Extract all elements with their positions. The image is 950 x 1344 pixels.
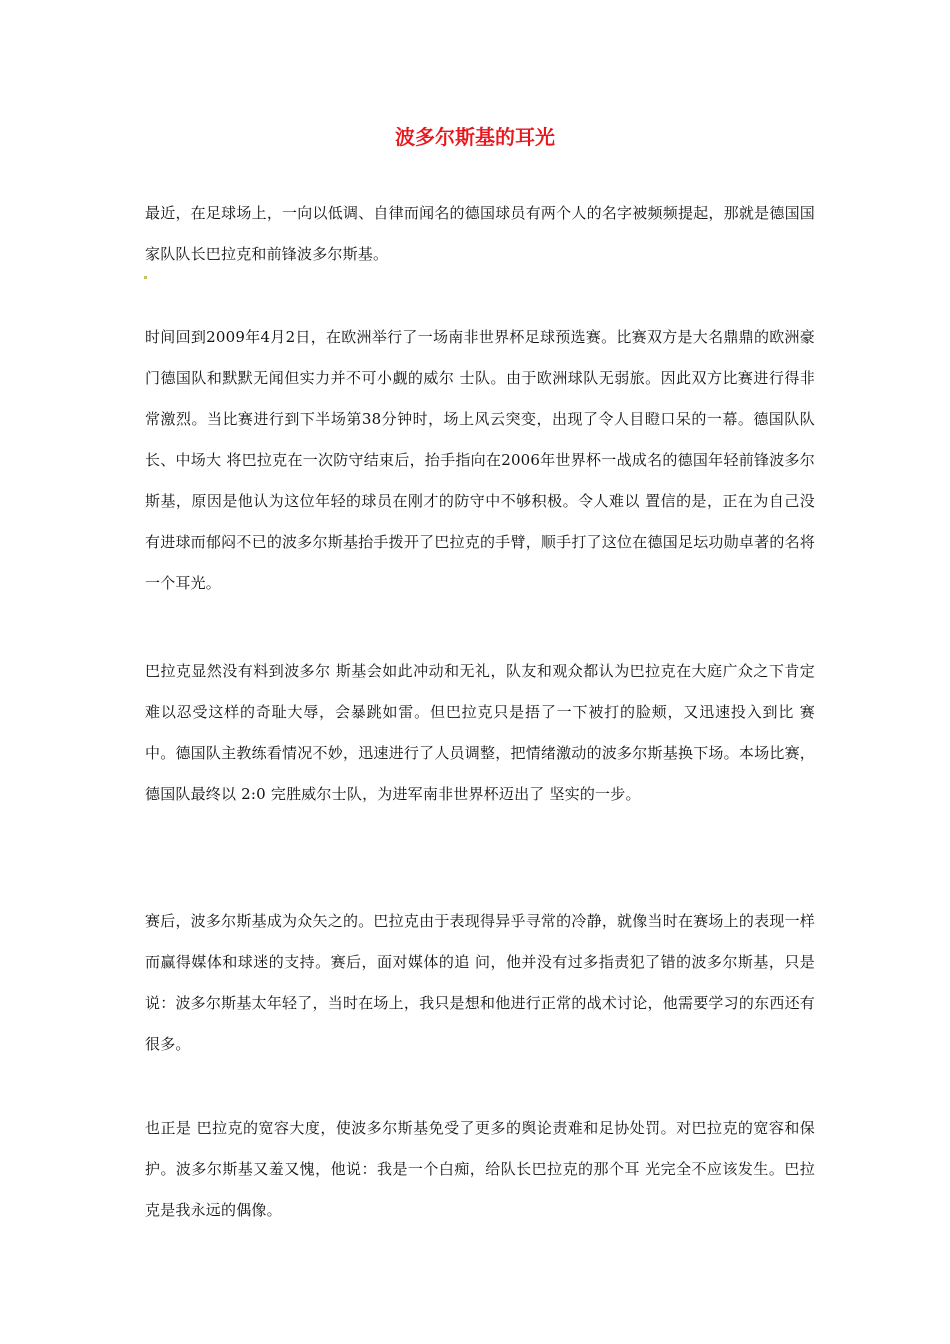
paragraph-3: 巴拉克显然没有料到波多尔 斯基会如此冲动和无礼，队友和观众都认为巴拉克在大庭广众之下肯定难以忍受这样的奇耻大辱，会暴跳如雷。但巴拉克只是捂了一下被打的脸颊，又迅速投入到比 赛中。德国队主教练看情况不妙，迅速进行了人员调整，把情绪激动的波多尔斯基换下场。本场比赛，德国队最终以 2:0 完胜威尔士队，为进军南非世界杯迈出了 坚实的一步。 [145, 662, 815, 803]
paragraph-5: 也正是 巴拉克的宽容大度，使波多尔斯基免受了更多的舆论责难和足协处罚。对巴拉克的宽容和保护。波多尔斯基又羞又愧，他说：我是一个白痴，给队长巴拉克的那个耳 光完全不应该发生。巴拉克是我永远的偶像。 [145, 1119, 815, 1219]
paragraph-1: 最近，在足球场上，一向以低调、自律而闻名的德国球员有两个人的名字被频频提起，那就是德国国家队队长巴拉克和前锋波多尔斯基。 [145, 204, 815, 263]
decorative-dot [144, 276, 147, 279]
paragraph-2: 时间回到2009年4月2日，在欧洲举行了一场南非世界杯足球预选赛。比赛双方是大名鼎鼎的欧洲豪门德国队和默默无闻但实力并不可小觑的威尔 士队。由于欧洲球队无弱旅。因此双方比赛进行得非常激烈。当比赛进行到下半场第38分钟时，场上风云突变，出现了令人目瞪口呆的一幕。德国队队长、中场大 将巴拉克在一次防守结束后，抬手指向在2006年世界杯一战成名的德国年轻前锋波多尔斯基，原因是他认为这位年轻的球员在刚才的防守中不够积极。令人难以 置信的是，正在为自己没有进球而郁闷不已的波多尔斯基抬手拨开了巴拉克的手臂，顺手打了这位在德国足坛功勋卓著的名将一个耳光。 [145, 328, 815, 592]
document-title: 波多尔斯基的耳光 [395, 125, 555, 149]
paragraph-4: 赛后，波多尔斯基成为众矢之的。巴拉克由于表现得异乎寻常的冷静，就像当时在赛场上的表现一样而赢得媒体和球迷的支持。赛后，面对媒体的追 问，他并没有过多指责犯了错的波多尔斯基，只是说：波多尔斯基太年轻了，当时在场上，我只是想和他进行正常的战术讨论，他需要学习的东西还有很多。 [145, 912, 815, 1053]
